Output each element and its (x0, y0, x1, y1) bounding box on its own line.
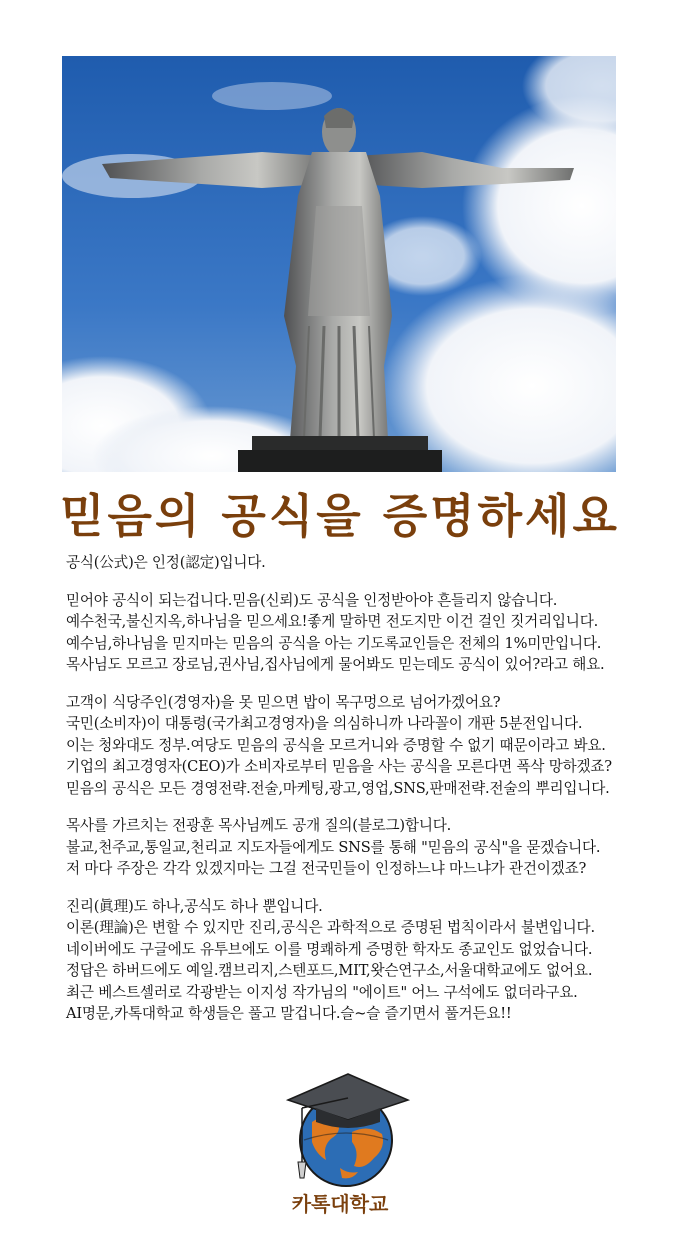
page-title: 믿음의 공식을 증명하세요 (60, 489, 620, 543)
text-line: 믿어야 공식이 되는겁니다.믿음(신뢰)도 공식을 인정받아야 흔들리지 않습니다. (66, 591, 558, 609)
text-line: 공식(公式)은 인정(認定)입니다. (66, 554, 266, 571)
text-line: 목사를 가르치는 전광훈 목사님께도 공개 질의(블로그)합니다. (66, 817, 452, 834)
logo-name: 카톡대학교 (291, 1192, 389, 1216)
text-line: 이론(理論)은 변할 수 있지만 진리,공식은 과학적으로 증명된 법칙이라서 불변입니다. (66, 919, 595, 936)
christ-statue-photo (62, 56, 616, 472)
text-line: 국민(소비자)이 대통령(국가최고경영자)을 의심하니까 나라꼴이 개판 5분전입니다. (66, 715, 583, 732)
text-line: 이는 청와대도 정부.여당도 믿음의 공식을 모르거니와 증명할 수 없기 때문이라고 봐요. (66, 736, 606, 754)
text-line: 진리(眞理)도 하나,공식도 하나 뿐입니다. (66, 897, 323, 915)
text-line: 고객이 식당주인(경영자)을 못 믿으면 밥이 목구멍으로 넘어가겠어요? (66, 693, 501, 711)
paragraph (66, 552, 626, 574)
paragraph (66, 590, 626, 676)
hero-image (62, 56, 616, 472)
text-line: 저 마다 주장은 각각 있겠지마는 그걸 전국민들이 인정하느냐 마느냐가 관건이겠죠? (66, 860, 587, 877)
text-line: 최근 베스트셀러로 각광받는 이지성 작가님의 "에이트" 어느 구석에도 없더라구요. (66, 983, 578, 1001)
paragraph (66, 815, 626, 880)
paragraph (66, 692, 626, 800)
text-line: 정답은 하버드에도 예일.캠브리지,스텐포드,MIT,왓슨연구소,서울대학교에도 없어요. (66, 962, 593, 979)
paragraph (66, 896, 626, 1025)
text-line: 목사님도 모르고 장로님,권사님,집사님에게 물어봐도 믿는데도 공식이 있어?라고 해요. (66, 656, 605, 673)
article-body (66, 552, 626, 1041)
text-line: 불교,천주교,통일교,천리교 지도자들에게도 SNS를 통해 "믿음의 공식"을 묻겠습니다. (66, 838, 601, 856)
text-line: AI명문,카톡대학교 학생들은 풀고 말겁니다.슬~슬 즐기면서 풀거든요!! (66, 1005, 512, 1022)
text-line: 예수천국,불신지옥,하나님을 믿으세요!좋게 말하면 전도지만 이건 걸인 짓거리입니다. (66, 613, 599, 630)
text-line: 예수님,하나님을 믿지마는 믿음의 공식을 아는 기도록교인들은 전체의 1%미만입니다. (66, 634, 602, 652)
text-line: 기업의 최고경영자(CEO)가 소비자로부터 믿음을 사는 공식을 모른다면 폭삭 망하겠죠? (66, 758, 612, 775)
text-line: 네이버에도 구글에도 유투브에도 이를 명쾌하게 증명한 학자도 종교인도 없었습니다. (66, 940, 593, 958)
text-line: 믿음의 공식은 모든 경영전략.전술,마케팅,광고,영업,SNS,판매전략.전술의 뿌리입니다. (66, 779, 610, 797)
